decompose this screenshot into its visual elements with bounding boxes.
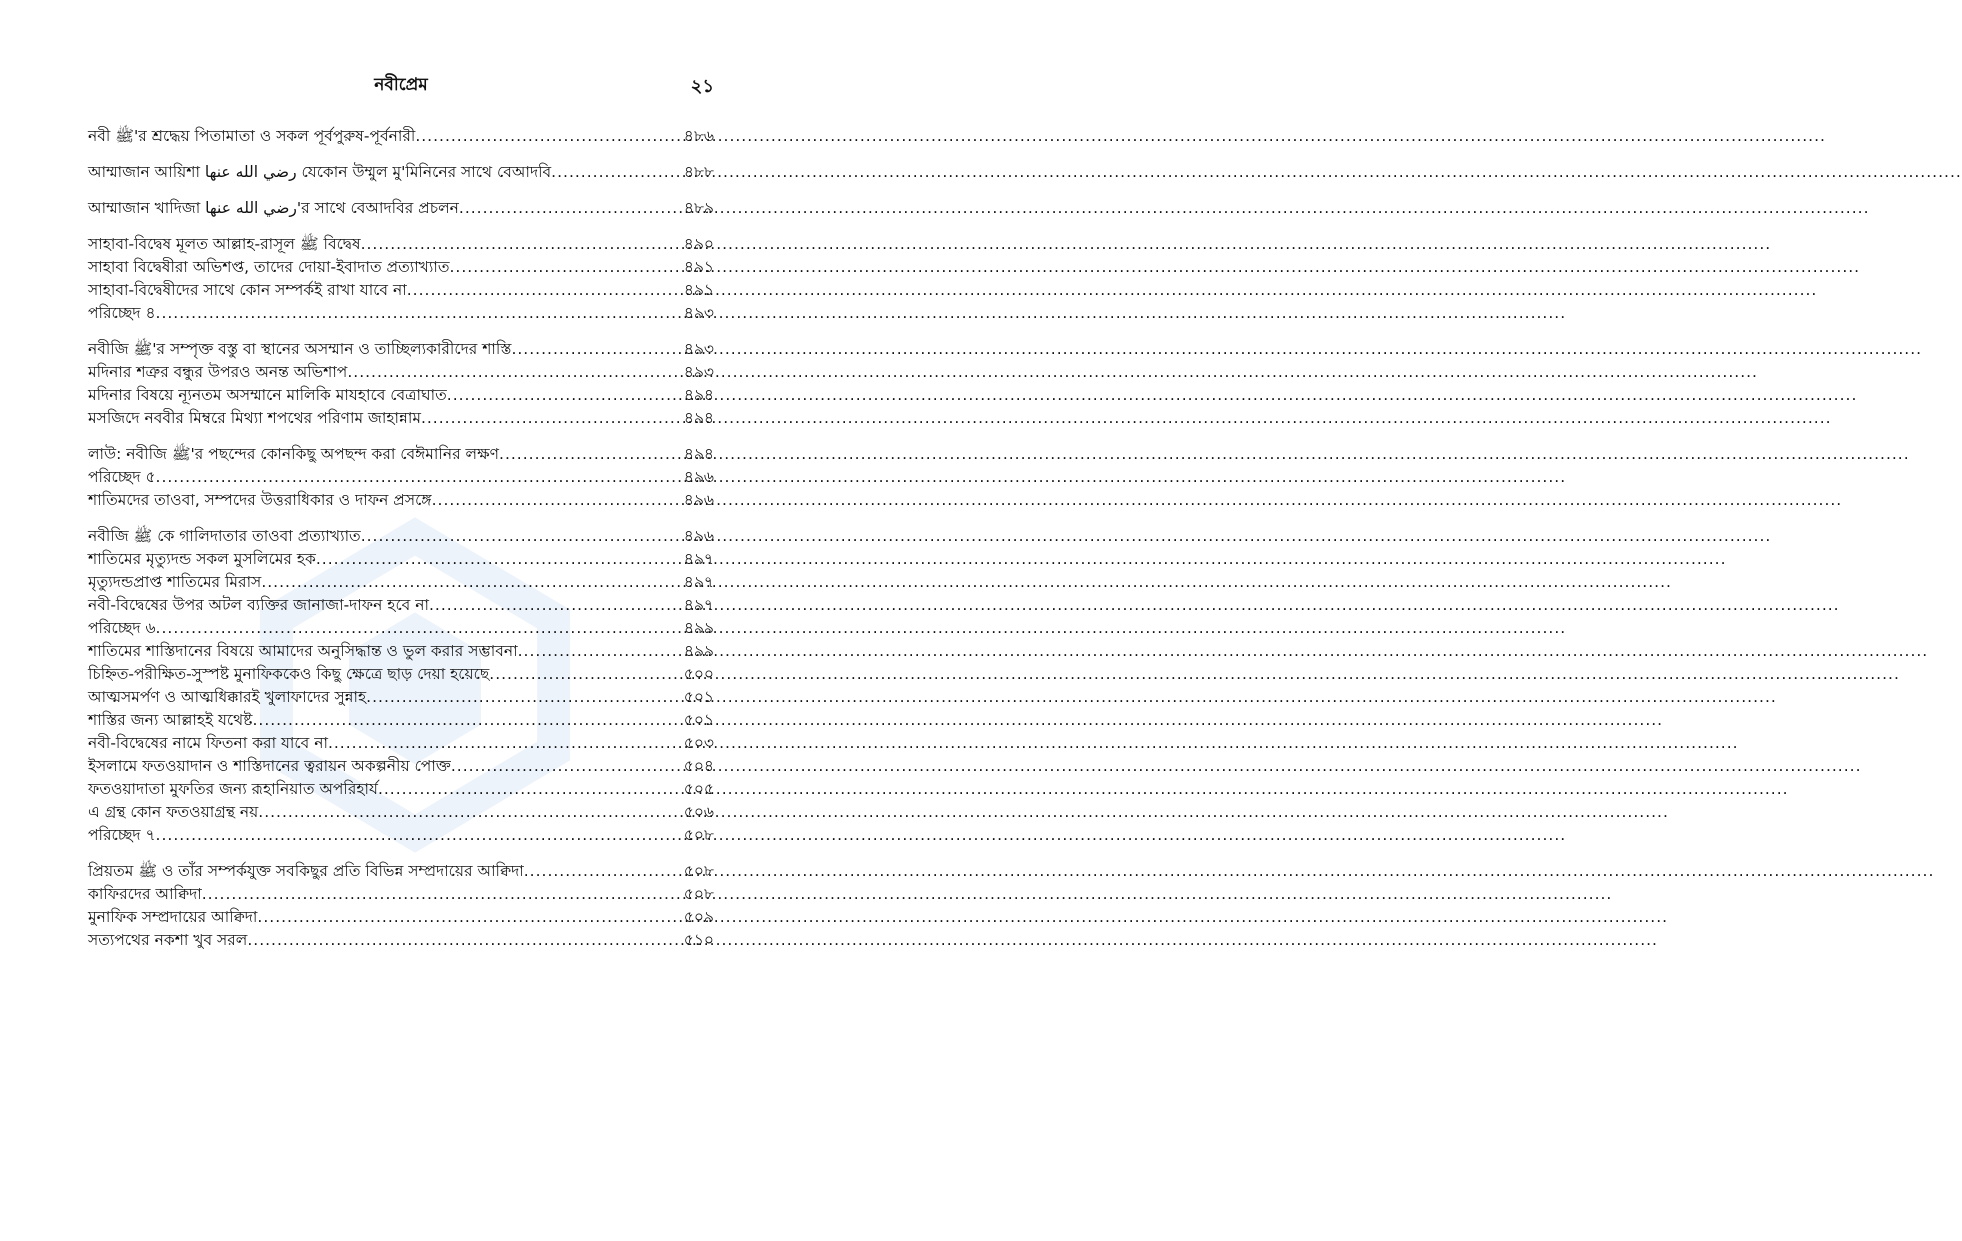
toc-entry-page: ৪৯৬ xyxy=(683,468,714,486)
toc-entry-page: ৪৮৮ xyxy=(683,163,714,181)
dot-leader xyxy=(252,711,681,729)
toc-entry[interactable] xyxy=(88,777,714,800)
toc-entry[interactable] xyxy=(88,593,714,616)
toc-entry-title: মদিনার বিষয়ে ন্যূনতম অসম্মানে মালিকি মাযহাবে বেত্রাঘাত xyxy=(88,386,447,404)
toc-entry-page: ৫০৩ xyxy=(683,734,714,752)
toc-entry-page: ৫০৮ xyxy=(683,885,714,903)
toc-entry[interactable] xyxy=(88,124,714,147)
dot-leader xyxy=(257,908,681,926)
dot-leader xyxy=(316,550,682,568)
book-title: নবীপ্রেম xyxy=(374,75,428,95)
toc-entry-title: মৃত্যুদন্ডপ্রাপ্ত শাতিমের মিরাস xyxy=(88,573,262,591)
dot-leader xyxy=(459,199,682,217)
toc-entry-page: ৫০৮ xyxy=(683,862,714,880)
toc-entry-page: ৫০৪ xyxy=(683,757,714,775)
toc-entry-page: ৪৮৬ xyxy=(683,127,714,145)
dot-leader xyxy=(361,235,682,253)
toc-entry-title: নবীজি ﷺ কে গালিদাতার তাওবা প্রত্যাখ্যাত xyxy=(88,527,361,545)
toc-entry-page: ৪৮৯ xyxy=(683,199,714,217)
toc-entry-title: শাস্তির জন্য আল্লাহই যথেষ্ট xyxy=(88,711,253,729)
dot-leader xyxy=(447,386,682,404)
toc-entry-page: ৪৯৪ xyxy=(683,409,714,427)
toc-entry-page: ৪৯৭ xyxy=(683,550,714,568)
toc-entry[interactable] xyxy=(88,360,714,383)
dot-leader xyxy=(429,596,682,614)
toc-entry-title: চিহ্নিত-পরীক্ষিত-সুস্পষ্ট মুনাফিককেও কিছু ক্ষেত্রে ছাড় দেয়া হয়েছে xyxy=(88,665,490,683)
toc-entry-title: সাহাবা-বিদ্বেষীদের সাথে কোন সম্পর্কই রাখা যাবে না xyxy=(88,281,407,299)
dot-leader xyxy=(451,757,682,775)
toc-entry-page: ৪৯৩ xyxy=(683,304,714,322)
toc-entry-page: ৪৯৪ xyxy=(683,445,714,463)
toc-entry-page: ৫১০ xyxy=(683,931,714,949)
dot-leader xyxy=(407,281,682,299)
dot-leader xyxy=(247,931,681,949)
toc-entry-page: ৪৯৬ xyxy=(683,527,714,545)
dot-leader xyxy=(361,527,682,545)
toc-entry-page: ৫০০ xyxy=(683,665,714,683)
toc-entry-page: ৫০৬ xyxy=(683,803,714,821)
toc-entry[interactable] xyxy=(88,301,714,324)
toc-entry[interactable] xyxy=(88,196,714,219)
dot-leader xyxy=(432,491,682,509)
toc-entry-title: সাহাবা বিদ্বেষীরা অভিশপ্ত, তাদের দোয়া-ইবাদাত প্রত্যাখ্যাত xyxy=(88,258,450,276)
toc-entry[interactable] xyxy=(88,337,714,360)
toc-entry-title: শাতিমদের তাওবা, সম্পদের উত্তরাধিকার ও দাফন প্রসঙ্গে xyxy=(88,491,432,509)
toc-entry[interactable] xyxy=(88,442,714,465)
toc-entry[interactable] xyxy=(88,685,714,708)
dot-leader xyxy=(261,573,681,591)
toc-entry-title: লাউ: নবীজি ﷺ'র পছন্দের কোনকিছু অপছন্দ করা বেঈমানির লক্ষণ xyxy=(88,445,500,463)
page-number: ২১ xyxy=(690,76,714,97)
dot-leader xyxy=(415,127,681,145)
toc-entry-title: পরিচ্ছেদ ৭ xyxy=(88,826,156,844)
toc-entry-title: ফতওয়াদাতা মুফতির জন্য রূহানিয়াত অপরিহার্য xyxy=(88,780,378,798)
toc-entry[interactable] xyxy=(88,662,714,685)
toc-entry-title: শাতিমের মৃত্যুদন্ড সকল মুসলিমের হক xyxy=(88,550,316,568)
toc-entry[interactable] xyxy=(88,232,714,255)
toc-entry-title: আম্মাজান খাদিজা رضي الله عنها'র সাথে বেআদবির প্রচলন xyxy=(88,199,459,217)
toc-entry[interactable] xyxy=(88,882,714,905)
toc-entry-title: নবী-বিদ্বেষের নামে ফিতনা করা যাবে না xyxy=(88,734,328,752)
toc-entry-title: নবী ﷺ'র শ্রদ্ধেয় পিতামাতা ও সকল পূর্বপুরুষ-পূর্বনারী xyxy=(88,127,416,145)
toc-entry[interactable] xyxy=(88,160,714,183)
toc-entry[interactable] xyxy=(88,278,714,301)
dot-leader xyxy=(366,688,682,706)
toc-entry[interactable] xyxy=(88,800,714,823)
toc-entry-title: মুনাফিক সম্প্রদায়ের আক্বিদা xyxy=(88,908,258,926)
toc-entry-page: ৫০১ xyxy=(683,688,714,706)
toc-entry[interactable] xyxy=(88,731,714,754)
toc-entry-page: ৪৯১ xyxy=(683,281,714,299)
toc-entry[interactable] xyxy=(88,547,714,570)
toc-entry-title: পরিচ্ছেদ ৬ xyxy=(88,619,156,637)
toc-entry[interactable] xyxy=(88,928,714,951)
dot-leader xyxy=(347,363,681,381)
dot-leader xyxy=(518,642,682,660)
toc-entry[interactable] xyxy=(88,708,714,731)
toc-entry-title: আম্মাজান আয়িশা رضي الله عنها যেকোন উম্মুল মু'মিনিনের সাথে বেআদবি xyxy=(88,163,552,181)
toc-entry-page: ৪৯৪ xyxy=(683,386,714,404)
toc-entry-page: ৪৯৩ xyxy=(683,363,714,381)
toc-entry[interactable] xyxy=(88,406,714,429)
toc-entry[interactable] xyxy=(88,524,714,547)
toc-entry-title: এ গ্রন্থ কোন ফতওয়াগ্রন্থ নয় xyxy=(88,803,259,821)
toc-entry-title: পরিচ্ছেদ ৪ xyxy=(88,304,156,322)
dot-leader xyxy=(511,340,681,358)
dot-leader xyxy=(156,468,682,486)
toc-entry-page: ৫০১ xyxy=(683,711,714,729)
dot-leader xyxy=(378,780,682,798)
toc-entry[interactable] xyxy=(88,255,714,278)
page-header xyxy=(88,72,714,104)
toc-entry-page: ৪৯১ xyxy=(683,258,714,276)
toc-entry-title: ইসলামে ফতওয়াদান ও শাস্তিদানের ত্বরায়ন অকল্পনীয় পোক্ত xyxy=(88,757,451,775)
toc-entry-page: ৪৯৭ xyxy=(683,596,714,614)
dot-leader xyxy=(156,304,682,322)
toc-entry-title: কাফিরদের আক্বিদা xyxy=(88,885,202,903)
toc-entry[interactable] xyxy=(88,859,714,882)
toc-entry-page: ৪৯৬ xyxy=(683,491,714,509)
toc-entry-title: মসজিদে নববীর মিম্বরে মিথ্যা শপথের পরিণাম জাহান্নাম xyxy=(88,409,421,427)
dot-leader xyxy=(202,885,682,903)
toc-entry[interactable] xyxy=(88,488,714,511)
toc-entry-page: ৪৯৯ xyxy=(683,619,714,637)
dot-leader xyxy=(328,734,682,752)
toc-entry[interactable] xyxy=(88,383,714,406)
toc-entry-title: নবীজি ﷺ'র সম্পৃক্ত বস্তু বা স্থানের অসম্মান ও তাচ্ছিল্যকারীদের শাস্তি xyxy=(88,340,512,358)
toc-entry[interactable] xyxy=(88,465,714,488)
toc-entry[interactable] xyxy=(88,754,714,777)
dot-leader xyxy=(156,619,682,637)
toc-entry-title: নবী-বিদ্বেষের উপর অটল ব্যক্তির জানাজা-দাফন হবে না xyxy=(88,596,429,614)
toc-entry-page: ৫০৯ xyxy=(683,908,714,926)
toc-entry-page: ৪৯৭ xyxy=(683,573,714,591)
dot-leader xyxy=(156,826,682,844)
dot-leader xyxy=(524,862,682,880)
toc-entry[interactable] xyxy=(88,905,714,928)
toc-entry[interactable] xyxy=(88,823,714,846)
toc-entry-title: আত্মসমর্পণ ও আত্মধিক্কারই খুলাফাদের সুন্নাহ xyxy=(88,688,367,706)
toc-entry-title: সাহাবা-বিদ্বেষ মূলত আল্লাহ-রাসূল ﷺ বিদ্বেষ xyxy=(88,235,361,253)
toc-entry-page: ৪৯৯ xyxy=(683,642,714,660)
dot-leader xyxy=(489,665,682,683)
toc-entry-page: ৪৯০ xyxy=(683,235,714,253)
dot-leader xyxy=(499,445,682,463)
dot-leader xyxy=(449,258,681,276)
toc-entry-page: ৫০৮ xyxy=(683,826,714,844)
toc-entry[interactable] xyxy=(88,570,714,593)
toc-entry-title: প্রিয়তম ﷺ ও তাঁর সম্পর্কযুক্ত সবকিছুর প্রতি বিভিন্ন সম্প্রদায়ের আক্বিদা xyxy=(88,862,524,880)
toc-entry-title: সত্যপথের নকশা খুব সরল xyxy=(88,931,248,949)
dot-leader xyxy=(421,409,682,427)
toc-entry[interactable] xyxy=(88,639,714,662)
dot-leader xyxy=(551,163,682,181)
toc-entry-title: পরিচ্ছেদ ৫ xyxy=(88,468,156,486)
toc-entry-title: শাতিমের শাস্তিদানের বিষয়ে আমাদের অনুসিদ্ধান্ত ও ভুল করার সম্ভাবনা xyxy=(88,642,518,660)
toc-entry[interactable] xyxy=(88,616,714,639)
toc-entry-title: মদিনার শত্রুর বন্ধুর উপরও অনন্ত অভিশাপ xyxy=(88,363,348,381)
toc-entry-page: ৪৯৩ xyxy=(683,340,714,358)
dot-leader xyxy=(258,803,682,821)
toc-entry-page: ৫০৫ xyxy=(683,780,714,798)
table-of-contents xyxy=(88,124,714,951)
